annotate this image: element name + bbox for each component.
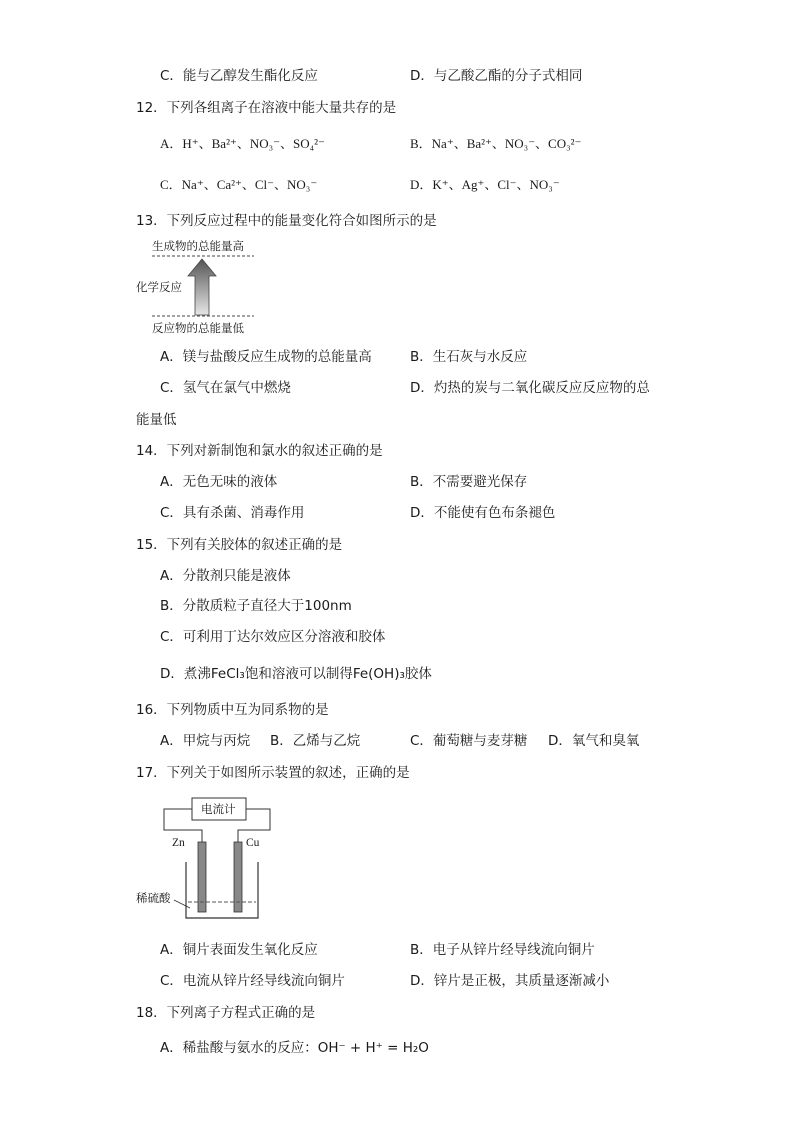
energy-diagram [136, 236, 266, 340]
q13-option-d: D．灼热的炭与二氧化碳反应反应物的总 [410, 380, 650, 396]
cu-label: Cu [246, 837, 260, 849]
q15-option-c: C．可利用丁达尔效应区分溶液和胶体 [160, 629, 386, 645]
q17-stem: 17．下列关于如图所示装置的叙述，正确的是 [136, 765, 410, 781]
zn-label: Zn [172, 837, 185, 849]
q11-option-c: C．能与乙醇发生酯化反应 [160, 68, 318, 84]
q13-option-b: B．生石灰与水反应 [410, 349, 528, 365]
solution-label: 稀硫酸 [136, 891, 171, 905]
q13-option-d-continued: 能量低 [136, 412, 177, 428]
q12-stem: 12．下列各组离子在溶液中能大量共存的是 [136, 100, 397, 116]
q12-option-d: D．K⁺、Ag⁺、Cl⁻、NO₃⁻ [410, 177, 560, 192]
q13-option-c: C．氢气在氯气中燃烧 [160, 380, 291, 396]
q12-option-b: B．Na⁺、Ba²⁺、NO₃⁻、CO₃²⁻ [410, 136, 582, 151]
energy-bottom-label: 反应物的总能量低 [152, 321, 244, 335]
q15-option-b: B．分散质粒子直径大于100nm [160, 598, 352, 614]
q18-stem: 18．下列离子方程式正确的是 [136, 1005, 316, 1021]
q14-stem: 14．下列对新制饱和氯水的叙述正确的是 [136, 443, 383, 459]
q14-option-a: A．无色无味的液体 [160, 474, 278, 490]
q13-option-a: A．镁与盐酸反应生成物的总能量高 [160, 349, 372, 365]
q16-stem: 16．下列物质中互为同系物的是 [136, 702, 329, 718]
q17-option-c: C．电流从锌片经导线流向铜片 [160, 973, 345, 989]
q16-option-a: A．甲烷与丙烷 [160, 733, 251, 749]
q16-option-b: B．乙烯与乙烷 [270, 733, 361, 749]
q12-option-a: A．H⁺、Ba²⁺、NO₃⁻、SO₄²⁻ [160, 136, 325, 151]
q14-option-c: C．具有杀菌、消毒作用 [160, 505, 305, 521]
energy-side-label: 化学反应 [136, 280, 182, 294]
q16-option-c: C．葡萄糖与麦芽糖 [410, 733, 528, 749]
galvanic-cell-diagram [136, 792, 276, 924]
energy-top-label: 生成物的总能量高 [152, 239, 244, 253]
meter-label: 电流计 [201, 802, 236, 816]
q17-option-d: D．锌片是正极，其质量逐渐减小 [410, 973, 610, 989]
q18-option-a: A．稀盐酸与氨水的反应：OH⁻ + H⁺ = H₂O [160, 1040, 429, 1056]
q17-option-b: B．电子从锌片经导线流向铜片 [410, 942, 595, 958]
q15-stem: 15．下列有关胶体的叙述正确的是 [136, 537, 343, 553]
q15-option-d: D．煮沸FeCl₃饱和溶液可以制得Fe(OH)₃胶体 [160, 666, 432, 682]
q13-stem: 13．下列反应过程中的能量变化符合如图所示的是 [136, 213, 437, 229]
q11-option-d: D．与乙酸乙酯的分子式相同 [410, 68, 583, 84]
q15-option-a: A．分散剂只能是液体 [160, 568, 291, 584]
q16-option-d: D．氧气和臭氧 [548, 733, 640, 749]
q17-option-a: A．铜片表面发生氧化反应 [160, 942, 318, 958]
q14-option-d: D．不能使有色布条褪色 [410, 505, 556, 521]
q14-option-b: B．不需要避光保存 [410, 474, 528, 490]
q12-option-c: C．Na⁺、Ca²⁺、Cl⁻、NO₃⁻ [160, 177, 318, 192]
